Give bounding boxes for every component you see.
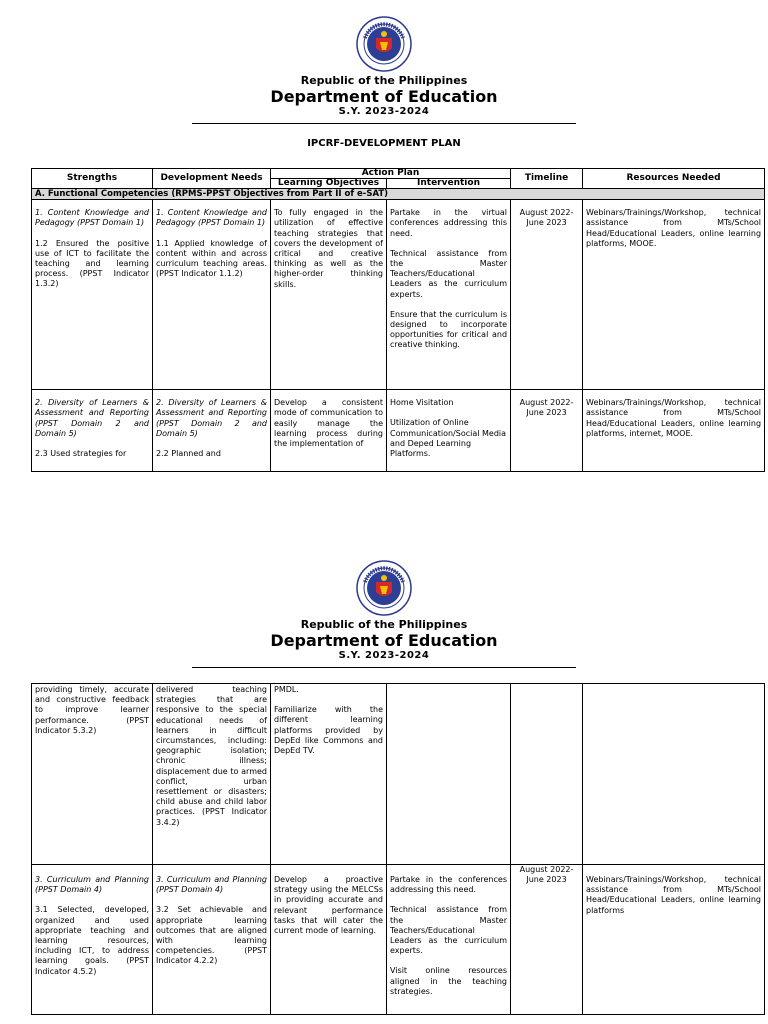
table-row <box>32 390 765 472</box>
deped-seal-icon <box>356 560 412 616</box>
learning-objective: To fully engaged in the utilization of effective teaching strategies that covers the development of critical and creative thinking as well as the higher-order thinking skills. <box>274 208 383 289</box>
header-intervention: Intervention <box>387 179 511 189</box>
need-body: 2.2 Planned and <box>156 449 221 459</box>
need-title: 2. Diversity of Learners & Assessment and Reporting (PPST Domain 2 and Domain 5) <box>156 398 267 438</box>
development-plan-table-continued <box>31 683 765 1015</box>
resources-cell: Webinars/Trainings/Workshop, technical assistance from MTs/School Head/Educational Leaders, online learning platforms <box>583 865 765 1015</box>
intervention-item: Visit online resources aligned in the teaching strategies. <box>390 966 507 996</box>
need-body: delivered teaching strategies that are responsive to the special educational needs of learners in difficult circumstances, including: geographic isolation; chronic illness; displacement due to armed conflict, urban resettlement or disasters; child abuse and child labor practices. (PPST Indicator 3.4.2) <box>156 685 267 827</box>
header-action-plan: Action Plan <box>271 169 511 179</box>
need-title: 3. Curriculum and Planning (PPST Domain 4) <box>156 875 267 895</box>
strength-body: 2.3 Used strategies for <box>35 449 127 459</box>
deped-seal-icon <box>356 16 412 72</box>
header-timeline: Timeline <box>511 169 583 189</box>
document-page-2 <box>0 540 768 1024</box>
republic-label: Republic of the Philippines <box>300 618 468 631</box>
strength-body: 3.1 Selected, developed, organized and used appropriate teaching and learning resources, including ICT, to address learning goals. (PPST Indicator 4.5.2) <box>35 905 149 976</box>
school-year: S.Y. 2023-2024 <box>338 650 430 661</box>
timeline-cell: August 2022-June 2023 <box>511 200 583 390</box>
strength-body: 1.2 Ensured the positive use of ICT to facilitate the teaching and learning process. (PPST Indicator 1.3.2) <box>35 238 149 289</box>
department-title: Department of Education <box>270 631 498 650</box>
intervention-item: Partake in the virtual conferences addressing this need. <box>390 208 508 238</box>
table-row <box>32 684 765 865</box>
intervention-item: Utilization of Online Communication/Social Media and Deped Learning Platforms. <box>390 418 507 459</box>
intervention-item: Technical assistance from the Master Teachers/Educational Leaders as the curriculum experts. <box>390 905 507 956</box>
intervention-item: Partake in the conferences addressing this need. <box>390 875 507 895</box>
timeline-cell: August 2022-June 2023 <box>511 865 583 1015</box>
intervention-item: Technical assistance from the Master Teachers/Educational Leaders as the curriculum experts. <box>390 248 508 299</box>
department-title: Department of Education <box>270 87 498 106</box>
need-body: 1.1 Applied knowledge of content within and across curriculum teaching areas. (PPST Indicator 1.1.2) <box>156 238 267 279</box>
need-body: 3.2 Set achievable and appropriate learning outcomes that are aligned with learning competencies. (PPST Indicator 4.2.2) <box>156 905 267 966</box>
strength-title: 3. Curriculum and Planning (PPST Domain 4) <box>35 875 149 895</box>
table-row <box>32 200 765 390</box>
header-learning-objectives: Learning Objectives <box>271 179 387 189</box>
document-header <box>0 540 768 668</box>
learning-objective: Develop a consistent mode of communication to easily manage the learning process during the implementation of <box>274 398 383 449</box>
development-plan-table <box>31 168 765 472</box>
learning-objective: Develop a proactive strategy using the MELCSs in providing accurate and relevant performance tasks that will cater the current mode of learning. <box>274 875 383 936</box>
strength-title: 2. Diversity of Learners & Assessment and Reporting (PPST Domain 2 and Domain 5) <box>35 398 149 438</box>
strength-title: 1. Content Knowledge and Pedagogy (PPST Domain 1) <box>35 208 149 228</box>
need-title: 1. Content Knowledge and Pedagogy (PPST Domain 1) <box>156 208 267 228</box>
document-header <box>0 0 768 149</box>
resources-cell: Webinars/Trainings/Workshop, technical assistance from MTs/School Head/Educational Leaders, online learning platforms, internet, MOOE. <box>583 390 765 472</box>
intervention-item: Home Visitation <box>390 398 454 408</box>
learning-objective: PMDL. <box>274 685 299 694</box>
republic-label: Republic of the Philippines <box>300 74 468 87</box>
school-year: S.Y. 2023-2024 <box>338 106 430 117</box>
document-page-1 <box>0 0 768 500</box>
strength-body: providing timely, accurate and constructive feedback to improve learner performance. (PPST Indicator 5.3.2) <box>35 685 149 735</box>
header-divider <box>192 123 576 124</box>
header-strengths: Strengths <box>32 169 153 189</box>
intervention-item: Ensure that the curriculum is designed to incorporate opportunities for critical and creative thinking. <box>390 309 508 350</box>
resources-cell: Webinars/Trainings/Workshop, technical assistance from MTs/School Head/Educational Leaders, online learning platforms, MOOE. <box>583 200 765 390</box>
section-a-label: A. Functional Competencies (RPMS-PPST Objectives from Part II of e-SAT) <box>32 189 765 200</box>
header-development-needs: Development Needs <box>153 169 271 189</box>
header-resources: Resources Needed <box>583 169 765 189</box>
header-divider <box>192 667 576 668</box>
learning-objective: Familiarize with the different learning platforms provided by DepEd like Commons and DepEd TV. <box>274 705 383 756</box>
document-title: IPCRF-DEVELOPMENT PLAN <box>307 138 461 149</box>
table-row <box>32 865 765 1015</box>
timeline-cell: August 2022-June 2023 <box>511 390 583 472</box>
